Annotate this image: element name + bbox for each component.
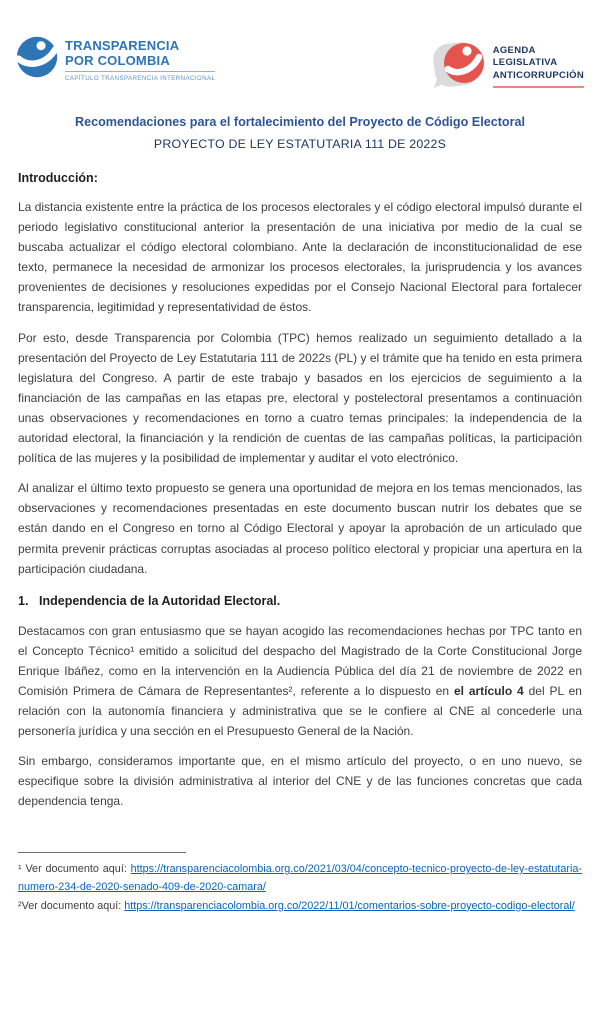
transparencia-line2: POR COLOMBIA bbox=[65, 53, 170, 68]
section-1-heading bbox=[18, 594, 582, 608]
header bbox=[0, 0, 600, 97]
paragraph-5: Sin embargo, consideramos importante que, en el mismo artículo del proyecto, o en uno nuevo, se especifique sobre la división administrativa al interior del CNE y de las funciones concretas que cada dependencia tenga. bbox=[18, 754, 582, 809]
transparencia-line1: TRANSPARENCIA bbox=[65, 38, 180, 53]
agenda-line1: AGENDA bbox=[492, 44, 536, 56]
footnote-separator bbox=[18, 852, 186, 853]
footnote-1-link[interactable]: https://transparenciacolombia.org.co/2021/03/04/concepto-tecnico-proyecto-de-ley-estatutaria-numero-234-de-2020-senado-409-de-2020-camara/ bbox=[18, 863, 582, 894]
paragraph-4-bold: el artículo 4 bbox=[453, 683, 524, 698]
agenda-line2: LEGISLATIVA bbox=[492, 57, 558, 69]
agenda-wordmark bbox=[493, 45, 584, 89]
footnote-2-link[interactable]: https://transparenciacolombia.org.co/2022/11/01/comentarios-sobre-proyecto-codigo-electoral/ bbox=[124, 899, 575, 912]
paragraph-1: La distancia existente entre la práctica de los procesos electorales y el código electoral impulsó durante el periodo legislativo constitucional anterior la presentación de una iniciativa por medio de la cual se buscaba actualizar el código electoral colombiano. Ante la declaración de inconstitucionalidad de ese texto, permanece la necesidad de armonizar los procesos electorales, la jurisprudencia y los avances provenientes de decisiones y resoluciones expedidas por el Consejo Nacional Electoral para fortalecer transparencia, legitimidad y representatividad de éstos. bbox=[18, 200, 582, 315]
section-1-number: 1. bbox=[18, 593, 29, 608]
paragraph-4 bbox=[18, 621, 582, 742]
person-badge-icon bbox=[429, 36, 485, 97]
title-block bbox=[0, 114, 600, 152]
document-body bbox=[0, 171, 600, 812]
document-subtitle: PROYECTO DE LEY ESTATUTARIA 111 DE 2022S bbox=[153, 137, 447, 151]
footnotes-section bbox=[18, 852, 582, 915]
paragraph-4-part1: Destacamos con gran entusiasmo que se hayan acogido las recomendaciones hechas por TPC tanto en el Concepto Técnico¹ emitido a solicitud del despacho del Magistrado de la Corte Constitucional Jorge Enrique Ibáñez, como en la intervención en la Audiencia Pública del día 21 de noviembre de 2022 en Comisión Primera de Cámara de Representantes², referente a lo dispuesto en bbox=[18, 623, 582, 698]
transparencia-wordmark bbox=[65, 36, 215, 82]
footnote-2-prefix: ²Ver documento aquí: bbox=[18, 899, 125, 912]
intro-heading: Introducción: bbox=[18, 171, 98, 185]
agenda-legislativa-anticorrupcion-logo bbox=[429, 36, 584, 97]
transparencia-por-colombia-logo bbox=[16, 36, 215, 83]
document-title: Recomendaciones para el fortalecimiento del Proyecto de Código Electoral bbox=[75, 115, 525, 129]
footnote-1-prefix: ¹ Ver documento aquí: bbox=[18, 863, 131, 875]
paragraph-2: Por esto, desde Transparencia por Colombia (TPC) hemos realizado un seguimiento detallado a la presentación del Proyecto de Ley Estatutaria 111 de 2022s (PL) y el trámite que ha tenido en esta primera legislatura del Congreso. A partir de este trabajo y basados en los ejercicios de seguimiento a la financiación de las campañas en las etapas pre, electoral y postelectoral presentamos a continuación unas observaciones y recomendaciones en torno a cuatro temas principales: la independencia de la autoridad electoral, la financiación y la rendición de cuentas de las campañas políticas, la participación política de las mujeres y la posibilidad de implementar y auditar el voto electrónico. bbox=[18, 330, 582, 466]
paragraph-3: Al analizar el último texto propuesto se genera una oportunidad de mejora en los temas mencionados, las observaciones y recomendaciones presentadas en este documento buscan nutrir los debates que se están dando en el Congreso en torno al Código Electoral y apoyar la aprobación de un articulado que permita prevenir prácticas corruptas asociadas al proceso político electoral y propiciar una apertura en la participación ciudadana. bbox=[18, 481, 582, 576]
agenda-line3: ANTICORRUPCIÓN bbox=[492, 69, 584, 81]
footnote-2 bbox=[18, 897, 582, 915]
transparencia-tagline: CAPÍTULO TRANSPARENCIA INTERNACIONAL bbox=[65, 71, 215, 82]
footnote-1 bbox=[18, 860, 582, 897]
section-1-title: Independencia de la Autoridad Electoral. bbox=[39, 593, 281, 608]
globe-person-icon bbox=[16, 36, 58, 83]
paragraph-4-part2: del PL en relación con la autonomía financiera y administrativa que se le confiere al CNE al concederle una personería jurídica y una sección en el Presupuesto General de la Nación. bbox=[18, 683, 582, 739]
